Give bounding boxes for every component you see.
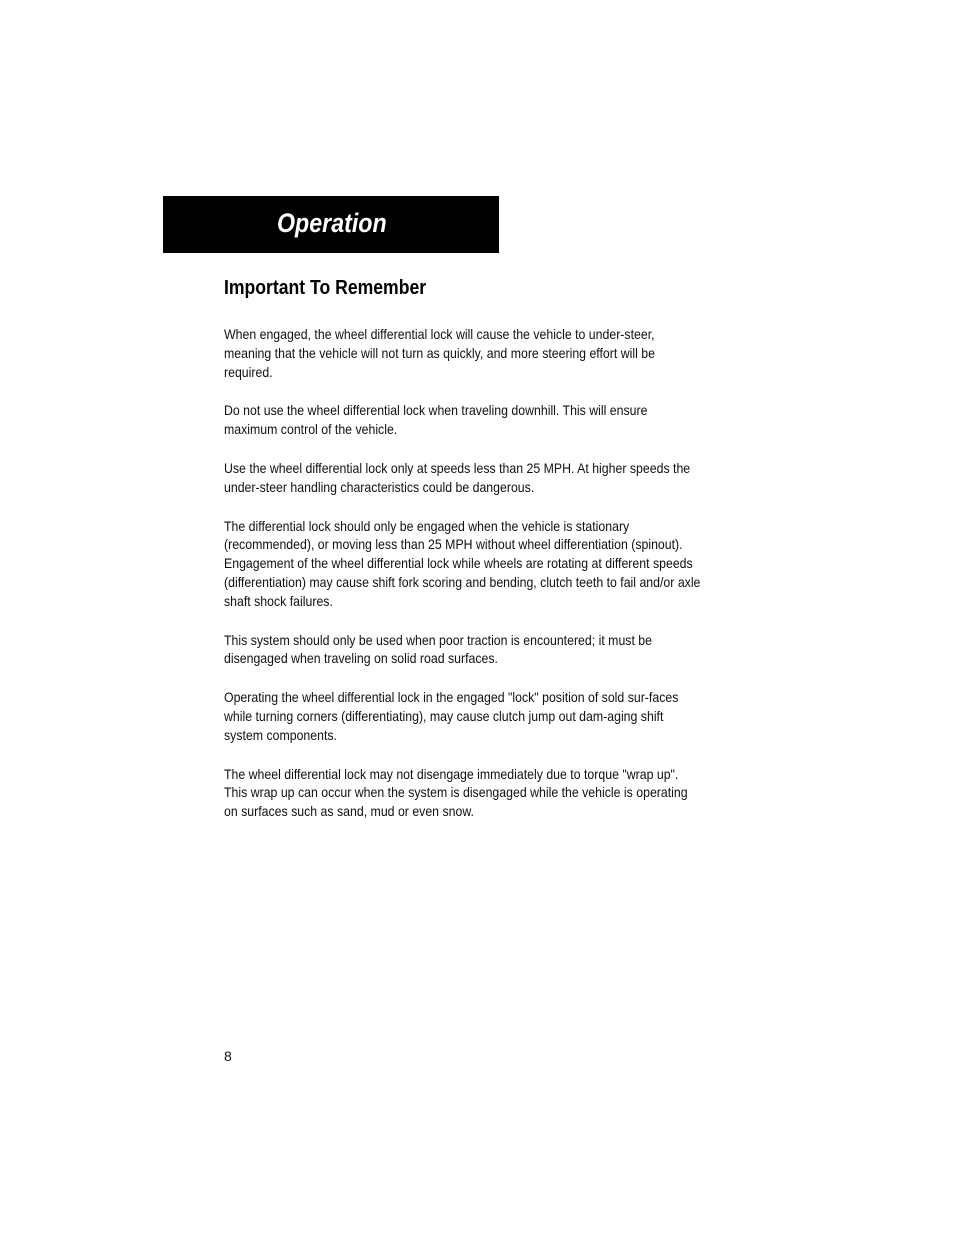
paragraph-downhill: Do not use the wheel differential lock when traveling downhill. This will ensure maximum control of the vehicle. — [224, 402, 648, 438]
paragraph-engagement: The differential lock should only be engaged when the vehicle is stationary (recommended), or moving less than 25 MPH without wheel differentiation (spinout). Engagement of the wheel differential lock while wheels are rotating at different speeds (differentiation) may cause shift fork scoring and bending, clutch teeth to fail and/or axle shaft shock failures. — [224, 517, 701, 609]
paragraph-turning-corners: Operating the wheel differential lock in the engaged "lock" position of sold sur-faces while turning corners (differentiating), may cause clutch jump out dam-aging shift system components. — [224, 689, 679, 743]
subheading: Important To Remember — [224, 277, 427, 299]
section-banner — [163, 196, 499, 253]
section-title: Operation — [277, 208, 387, 238]
paragraph-speed-limit: Use the wheel differential lock only at speeds less than 25 MPH. At higher speeds the under-steer handling characteristics could be dangerous. — [224, 459, 691, 495]
paragraph-understeer: When engaged, the wheel differential lock will cause the vehicle to under-steer, meaning that the vehicle will not turn as quickly, and more steering effort will be required. — [224, 326, 655, 380]
paragraph-poor-traction: This system should only be used when poor traction is encountered; it must be disengaged when traveling on solid road surfaces. — [224, 631, 653, 667]
paragraph-torque-wrap-up: The wheel differential lock may not disengage immediately due to torque "wrap up". This wrap up can occur when the system is disengaged while the vehicle is operating on surfaces such as sand, mud or even snow. — [224, 765, 688, 820]
page-number: 8 — [224, 1048, 232, 1064]
page-content — [224, 274, 704, 841]
